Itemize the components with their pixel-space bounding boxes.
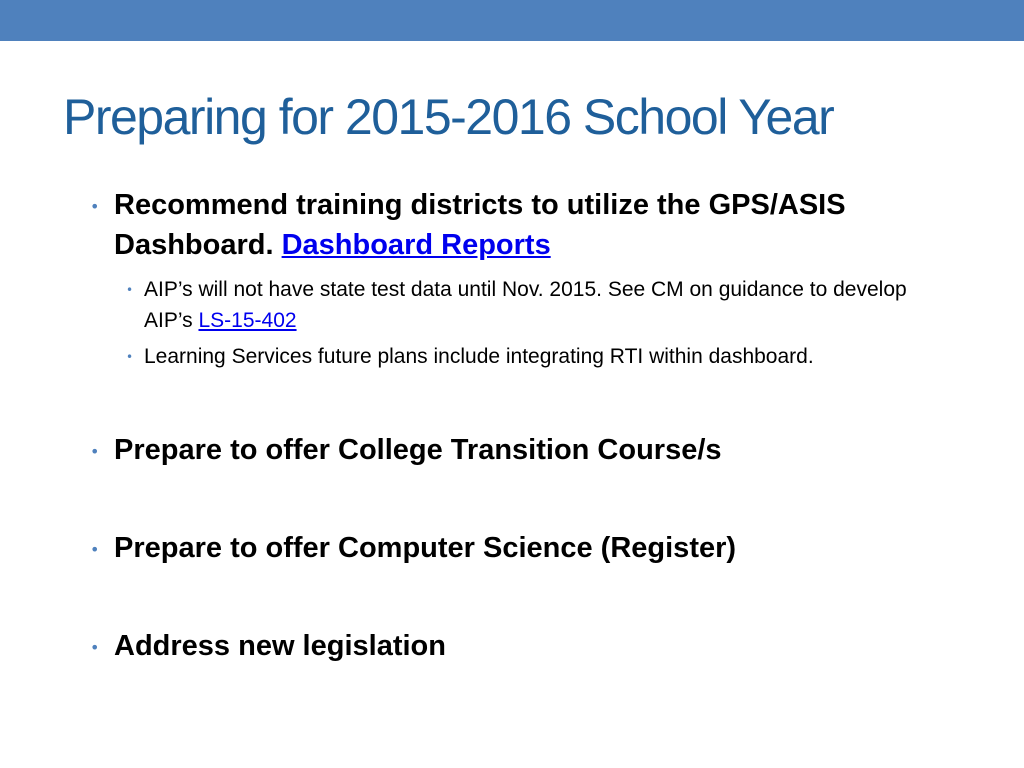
bullet-text xyxy=(114,185,914,265)
dashboard-reports-link[interactable]: Dashboard Reports xyxy=(281,229,551,261)
bullet-text: Prepare to offer College Transition Course/s xyxy=(114,434,722,466)
ls-15-402-link[interactable]: LS-15-402 xyxy=(198,309,297,332)
bullet-dot: • xyxy=(126,350,134,364)
bullet-dot: • xyxy=(90,197,100,216)
bullet-dot: • xyxy=(90,442,100,461)
sub-bullet-text xyxy=(144,274,954,336)
header-bar xyxy=(0,0,1024,41)
bullet-dot: • xyxy=(126,283,134,297)
sub-bullet-text: Learning Services future plans include integrating RTI within dashboard. xyxy=(144,345,814,368)
bullet-text: Address new legislation xyxy=(114,630,446,662)
bullet-label: Recommend training districts to utilize the GPS/ASIS Dashboard. xyxy=(114,189,846,261)
bullet-dot: • xyxy=(90,638,100,657)
slide-title: Preparing for 2015-2016 School Year xyxy=(63,89,834,145)
bullet-text: Prepare to offer Computer Science (Register) xyxy=(114,532,737,564)
sub-bullet-label: AIP’s will not have state test data until Nov. 2015. See CM on guidance to develop AIP’s xyxy=(144,278,907,332)
bullet-dot: • xyxy=(90,540,100,559)
